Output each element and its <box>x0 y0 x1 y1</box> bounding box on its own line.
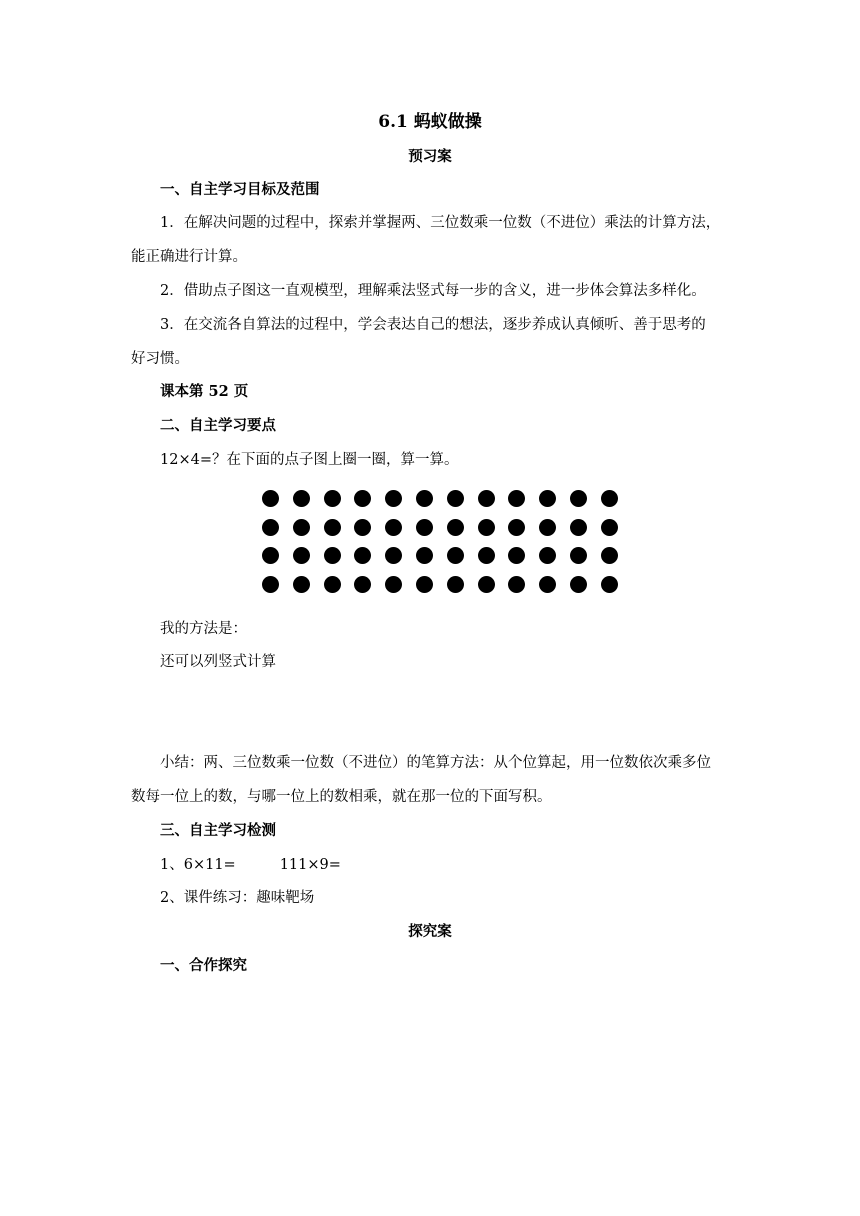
dot <box>354 519 371 536</box>
goal-1-line-2: 能正确进行计算。 <box>131 249 247 265</box>
dot <box>447 547 464 564</box>
dot <box>324 519 341 536</box>
section-explore-heading: 探究案 <box>408 923 452 940</box>
question-text: 12×4=？在下面的点子图上圈一圈，算一算。 <box>160 452 459 468</box>
exercise-1 <box>160 855 341 875</box>
dot <box>293 547 310 564</box>
summary-line-1: 小结：两、三位数乘一位数（不进位）的笔算方法：从个位算起，用一位数依次乘多位 <box>160 755 711 771</box>
dot <box>293 519 310 536</box>
goal-3-line-1: 3．在交流各自算法的过程中，学会表达自己的想法，逐步养成认真倾听、善于思考的 <box>160 317 706 333</box>
dot <box>416 490 433 507</box>
dot <box>447 519 464 536</box>
dot <box>416 576 433 593</box>
dot <box>570 490 587 507</box>
my-method-label: 我的方法是： <box>160 621 247 637</box>
dot <box>601 576 618 593</box>
dot <box>539 576 556 593</box>
document-title: 6.1 蚂蚁做操 <box>378 112 482 132</box>
dot <box>262 519 279 536</box>
dot <box>447 576 464 593</box>
vertical-calc-label: 还可以列竖式计算 <box>160 654 276 670</box>
dot <box>478 576 495 593</box>
dot <box>416 547 433 564</box>
goal-1-line-1: 1．在解决问题的过程中，探索并掌握两、三位数乘一位数（不进位）乘法的计算方法， <box>160 215 721 231</box>
dot <box>508 519 525 536</box>
goal-3-line-2: 好习惯。 <box>131 351 189 367</box>
dot <box>478 519 495 536</box>
dot <box>324 576 341 593</box>
dot <box>324 490 341 507</box>
dot <box>354 576 371 593</box>
exercise-1b: 111×9= <box>279 857 341 873</box>
dot <box>508 490 525 507</box>
dot <box>478 490 495 507</box>
dot <box>601 519 618 536</box>
dot <box>416 519 433 536</box>
dot <box>447 490 464 507</box>
exercise-2: 2、课件练习：趣味靶场 <box>160 890 315 906</box>
dot <box>539 547 556 564</box>
dot <box>570 576 587 593</box>
dot <box>570 547 587 564</box>
dot <box>385 490 402 507</box>
textbook-page-ref: 课本第 52 页 <box>160 383 249 400</box>
dot <box>262 490 279 507</box>
heading-cooperative-explore: 一、合作探究 <box>160 957 247 974</box>
dot <box>354 547 371 564</box>
dot <box>262 576 279 593</box>
dot <box>570 519 587 536</box>
section-preview-heading: 预习案 <box>408 148 452 165</box>
dot <box>324 547 341 564</box>
dot <box>385 519 402 536</box>
exercise-1a: 1、6×11= <box>160 857 236 873</box>
dot <box>508 576 525 593</box>
heading-goals: 一、自主学习目标及范围 <box>160 181 320 198</box>
heading-self-test: 三、自主学习检测 <box>160 822 276 839</box>
dot-grid <box>262 490 642 612</box>
dot <box>539 519 556 536</box>
summary-line-2: 数每一位上的数，与哪一位上的数相乘，就在那一位的下面写积。 <box>131 789 552 805</box>
dot <box>354 490 371 507</box>
dot <box>293 576 310 593</box>
dot <box>601 490 618 507</box>
dot <box>539 490 556 507</box>
dot <box>601 547 618 564</box>
dot <box>293 490 310 507</box>
goal-2: 2．借助点子图这一直观模型，理解乘法竖式每一步的含义，进一步体会算法多样化。 <box>160 283 706 299</box>
dot <box>262 547 279 564</box>
dot <box>478 547 495 564</box>
heading-key-points: 二、自主学习要点 <box>160 417 276 434</box>
dot <box>385 576 402 593</box>
dot <box>385 547 402 564</box>
dot <box>508 547 525 564</box>
